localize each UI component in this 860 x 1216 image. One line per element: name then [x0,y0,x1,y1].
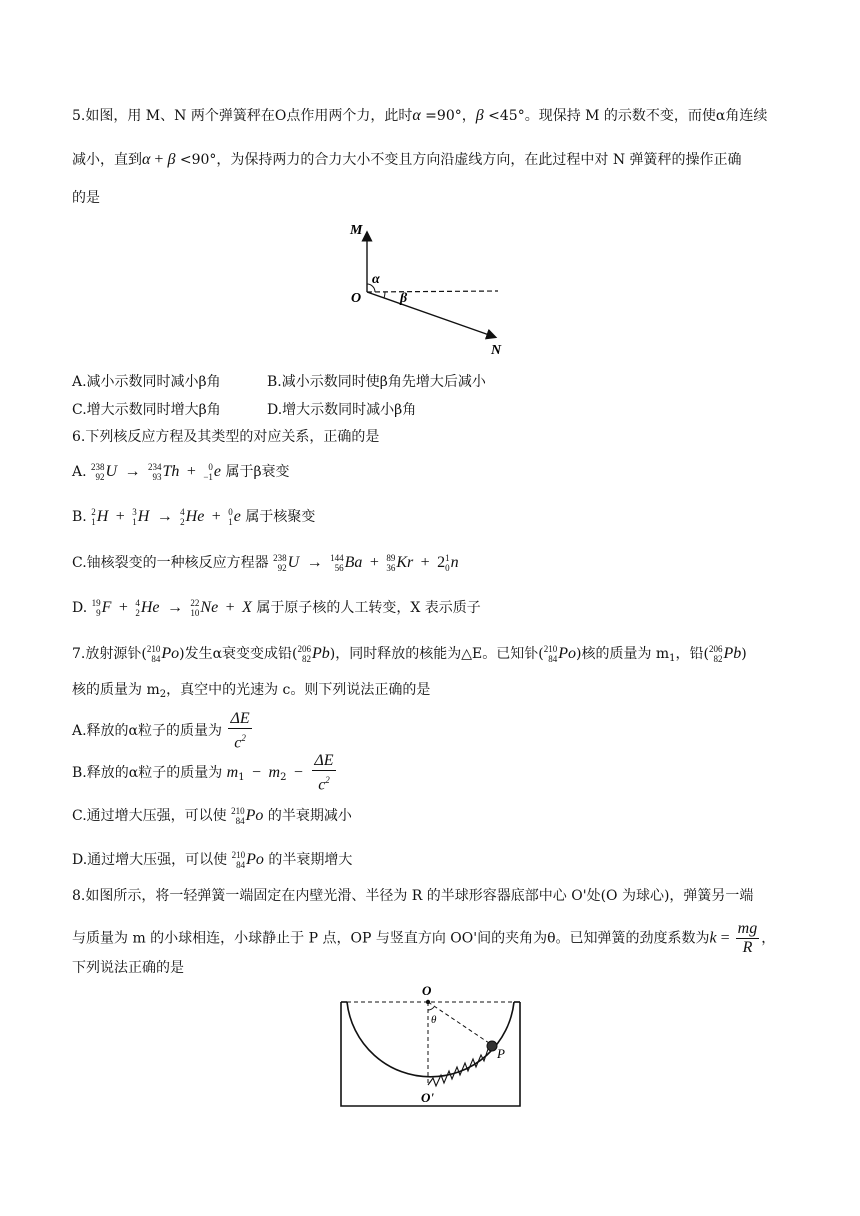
minus-sign: − [293,764,303,782]
label-beta: β [400,291,408,306]
coefficient: 2 [437,554,446,571]
q7-line-1 [72,644,747,669]
nuclide-pb: 206 82 Pb [709,644,742,664]
option-text: B.减小示数同时使β角先增大后减小 [267,374,486,390]
nuclide-pb: 206 82 Pb [297,644,330,664]
plus-sign: + [420,554,430,571]
question-text: ，铅( [675,646,710,662]
plus-sign: + [115,508,125,525]
option-text: C.通过增大压强，可以使 [72,808,232,824]
nuclide-po: 210 84 Po [231,806,264,826]
subscript: 1 [238,772,245,784]
option-text: 属于核聚变 [245,509,316,525]
q7-option-c [72,806,352,826]
nuclide: 234 93 Th [147,462,180,482]
question-text: )，同时释放的核能为△E。已知钋( [329,646,544,662]
q5-option-b [267,372,486,392]
spring [428,1049,488,1086]
option-text: D.通过增大压强，可以使 [72,852,232,868]
mass-m1: m [226,764,239,782]
q5-line-1 [72,106,767,126]
q5-line-3 [72,188,100,208]
beta-symbol: β [475,107,484,124]
nuclide-po: 210 84 Po [543,644,576,664]
nuclide-po: 210 84 Po [231,850,264,870]
nuclide: 19 9 F [91,598,112,618]
alpha-symbol: α [142,151,151,168]
fraction-mg-over-r: $\frac{mg}{R}$ [737,920,758,956]
question-text: ，真空中的光速为 c。则下列说法正确的是 [166,682,431,698]
fraction-delta-e-over-c2: $\frac{\Delta E}{c^2}$ [314,752,334,794]
q6-stem [72,427,379,447]
q6-option-b [72,507,315,527]
plus-sign: + [150,151,168,168]
unknown-particle: X [242,599,252,616]
plus-sign: + [211,508,221,525]
question-text: 7.放射源钋( [72,646,147,662]
minus-sign: − [252,764,262,782]
nuclide: 144 56 Ba [330,553,363,573]
punctuation: ， [761,930,776,947]
theta-arc [428,1007,434,1010]
option-text: 的半衰期减小 [267,808,352,824]
reaction-arrow: → [306,554,323,571]
q6-option-a [72,462,290,482]
nuclide: 4 2 He [135,598,160,618]
mass-m2: m [268,764,281,782]
question-text: 核的质量为 m [72,682,160,698]
nuclide: 238 92 U [91,462,118,482]
q7-option-a [72,710,254,752]
q7-line-2 [72,680,430,705]
label-o: O [422,983,432,998]
question-text: ) [741,646,747,662]
label-o-prime: O' [421,1090,434,1105]
beta-symbol: β [167,151,176,168]
alpha-symbol: α [412,107,421,124]
subscript: 2 [280,772,287,784]
q5-text: 的是 [72,190,100,206]
q7-option-d [72,850,352,870]
question-text: 6.下列核反应方程及其类型的对应关系，正确的是 [72,429,380,445]
option-label: D. [72,600,92,616]
label-o: O [351,291,362,306]
ball-p [487,1041,497,1051]
q8-line-1 [72,886,753,906]
nuclide: 3 1 H [132,507,150,527]
option-text: 属于β衰变 [225,464,290,480]
q7-option-b [72,752,338,796]
q8-line-2 [72,920,775,957]
q6-option-d [72,598,481,618]
equals-sign: = [716,929,734,947]
nuclide: 0 −1 e [203,462,222,482]
nuclide: 2 1 H [91,507,109,527]
option-label: A. [72,464,92,480]
plus-sign: + [369,554,379,571]
q5-option-d [267,400,416,420]
plus-sign: + [225,599,235,616]
label-theta: θ [431,1014,437,1026]
option-text: C.铀核裂变的一种核反应方程器 [72,555,274,571]
beta-arc [384,292,385,298]
reaction-arrow: → [166,599,183,616]
label-m: M [350,223,363,238]
nuclide-po: 210 84 Po [146,644,180,664]
q5-force-diagram [340,218,520,358]
subscript: 1 [669,653,676,664]
subscript: 2 [159,689,167,700]
plus-sign: + [118,599,128,616]
nuclide: 22 10 Ne [190,598,219,618]
reaction-arrow: → [124,463,141,480]
point-o-dot [426,1000,430,1004]
q8-hemisphere-diagram [335,982,527,1112]
question-text: 8.如图所示，将一轻弹簧一端固定在内壁光滑、半径为 R 的半球形容器底部中心 O'处(O 为球心)，弹簧另一端 [72,888,754,904]
q5-option-a [72,372,221,392]
option-text: C.增大示数同时增大β角 [72,402,221,418]
q5-text: =90°， [420,108,476,124]
question-text: 下列说法正确的是 [72,960,184,976]
q8-line-3 [72,958,184,978]
question-text: 与质量为 m 的小球相连，小球静止于 P 点，OP 与竖直方向 OO'间的夹角为θ。已知弹簧的劲度系数为 [72,930,710,947]
dashed-resultant-line [367,291,498,292]
dashed-op-line [428,1002,492,1045]
q5-text: <90°，为保持两力的合力大小不变且方向沿虚线方向，在此过程中对 N 弹簧秤的操作正确 [175,152,742,168]
nuclide: 1 0 n [445,553,459,573]
q6-option-c [72,553,459,573]
option-text: D.增大示数同时减小β角 [267,402,417,418]
option-text: B.释放的α粒子的质量为 [72,765,223,782]
nuclide: 89 36 Kr [386,553,414,573]
label-n: N [491,343,502,358]
option-text: 的半衰期增大 [268,852,353,868]
reaction-arrow: → [156,508,173,525]
fraction-delta-e-over-c2: $\frac{\Delta E}{c^2}$ [230,710,250,752]
option-text: 属于原子核的人工转变，X 表示质子 [256,600,481,616]
plus-sign: + [186,463,196,480]
option-text: A.减小示数同时减小β角 [72,374,221,390]
k-symbol: k [709,929,717,947]
nuclide: 238 92 U [273,553,300,573]
nuclide: 4 2 He [180,507,205,527]
q5-text: 5.如图，用 M、N 两个弹簧秤在O点作用两个力，此时 [72,108,413,124]
q5-option-c [72,400,221,420]
q5-text: 减小，直到 [72,152,142,168]
question-text: )发生α衰变变成铅( [179,646,298,662]
q5-line-2 [72,150,742,170]
force-n-arrow [367,292,492,336]
option-label: B. [72,509,87,525]
q5-text: <45°。现保持 M 的示数不变，而使α角连续 [483,108,768,124]
label-alpha: α [372,272,380,287]
nuclide: 0 1 e [228,507,241,527]
label-p: P [497,1046,505,1061]
option-text: A.释放的α粒子的质量为 [72,723,223,740]
question-text: )核的质量为 m [575,646,670,662]
